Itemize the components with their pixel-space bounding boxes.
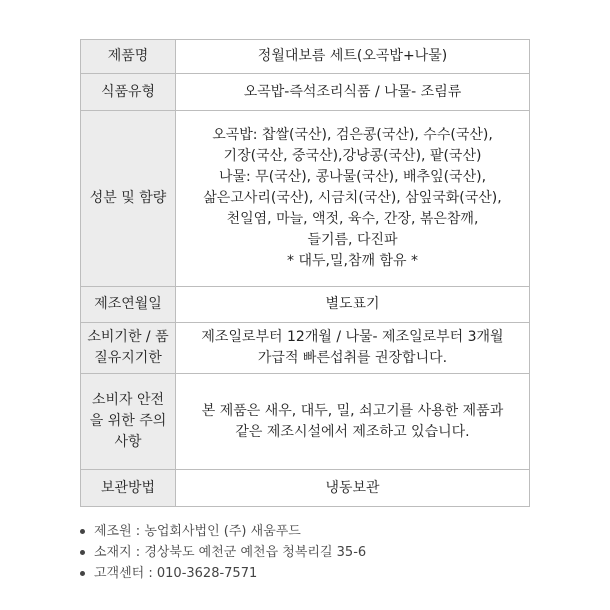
- value-text: 오곡밥-즉석조리식품 / 나물- 조림류: [243, 83, 462, 100]
- address-line: [80, 542, 366, 563]
- label-text: 소비기한 /: [87, 329, 151, 345]
- manufacturer-info: [80, 521, 366, 584]
- label-safety-notice: [81, 374, 176, 470]
- address-text: 소재지 : 경상북도 예천군 예천읍 청복리길 35-6: [94, 545, 367, 560]
- ingredients-line: 삶은고사리(국산), 시금치(국산), 삼잎국화(국산),: [203, 190, 502, 206]
- value-expiry: [176, 323, 530, 374]
- value-text: 같은 제조시설에서 제조하고 있습니다.: [235, 423, 470, 440]
- row-expiry: [81, 323, 530, 374]
- label-text: 위한 주의사항: [107, 413, 167, 450]
- value-safety-notice: [176, 374, 530, 470]
- label-food-type: [81, 74, 176, 111]
- label-text: 보관방법: [100, 479, 156, 496]
- label-ingredients: [81, 111, 176, 287]
- ingredients-line: 들기름, 다진파: [307, 232, 398, 248]
- label-text: 소비자 안전을: [89, 392, 165, 429]
- manufacturer-line: [80, 521, 366, 542]
- row-storage: [81, 470, 530, 507]
- ingredients-line: 오곡밥: 찹쌀(국산), 검은콩(국산), 수수(국산),: [212, 127, 493, 143]
- label-product-name: [81, 40, 176, 74]
- customer-center-line: [80, 563, 366, 584]
- product-info-table: [80, 39, 530, 507]
- row-safety-notice: [81, 374, 530, 470]
- value-text: 본 제품은 새우, 대두, 밀, 쇠고기를 사용한 제품과: [201, 402, 504, 419]
- value-text: 제조일로부터 12개월 / 나물- 제조일로부터 3개월: [201, 329, 504, 345]
- value-product-name: [176, 40, 530, 74]
- bullet-icon: [80, 529, 85, 534]
- label-text: 성분 및 함량: [89, 190, 167, 206]
- value-text: 가급적 빠른섭취를 권장합니다.: [257, 350, 448, 366]
- value-text: 냉동보관: [325, 479, 380, 496]
- label-storage: [81, 470, 176, 507]
- value-storage: [176, 470, 530, 507]
- ingredients-line: 천일염, 마늘, 액젓, 육수, 간장, 볶은참깨,: [226, 211, 479, 227]
- row-ingredients: [81, 111, 530, 287]
- ingredients-line: 나물: 무(국산), 콩나물(국산), 배추잎(국산),: [218, 169, 487, 185]
- value-ingredients: [176, 111, 530, 287]
- label-text: 제조연월일: [94, 296, 162, 312]
- bullet-icon: [80, 550, 85, 555]
- label-expiry: [81, 323, 176, 374]
- label-text: 식품유형: [100, 83, 156, 100]
- manufacturer-text: 제조원 : 농업회사법인 (주) 새움푸드: [94, 524, 301, 539]
- row-food-type: [81, 74, 530, 111]
- value-manufacture-date: [176, 287, 530, 323]
- value-food-type: [176, 74, 530, 111]
- ingredients-line: 기장(국산, 중국산),강낭콩(국산), 팥(국산): [223, 148, 482, 164]
- label-text: 품질유지기한: [94, 329, 169, 366]
- customer-center-text: 고객센터 : 010-3628-7571: [94, 566, 258, 581]
- label-text: 제품명: [107, 48, 149, 64]
- value-text: 정월대보름 세트(오곡밥+나물): [257, 48, 448, 64]
- row-manufacture-date: [81, 287, 530, 323]
- row-product-name: [81, 40, 530, 74]
- bullet-icon: [80, 571, 85, 576]
- label-manufacture-date: [81, 287, 176, 323]
- allergen-notice: * 대두,밀,참깨 함유 *: [287, 253, 418, 269]
- value-text: 별도표기: [325, 296, 380, 312]
